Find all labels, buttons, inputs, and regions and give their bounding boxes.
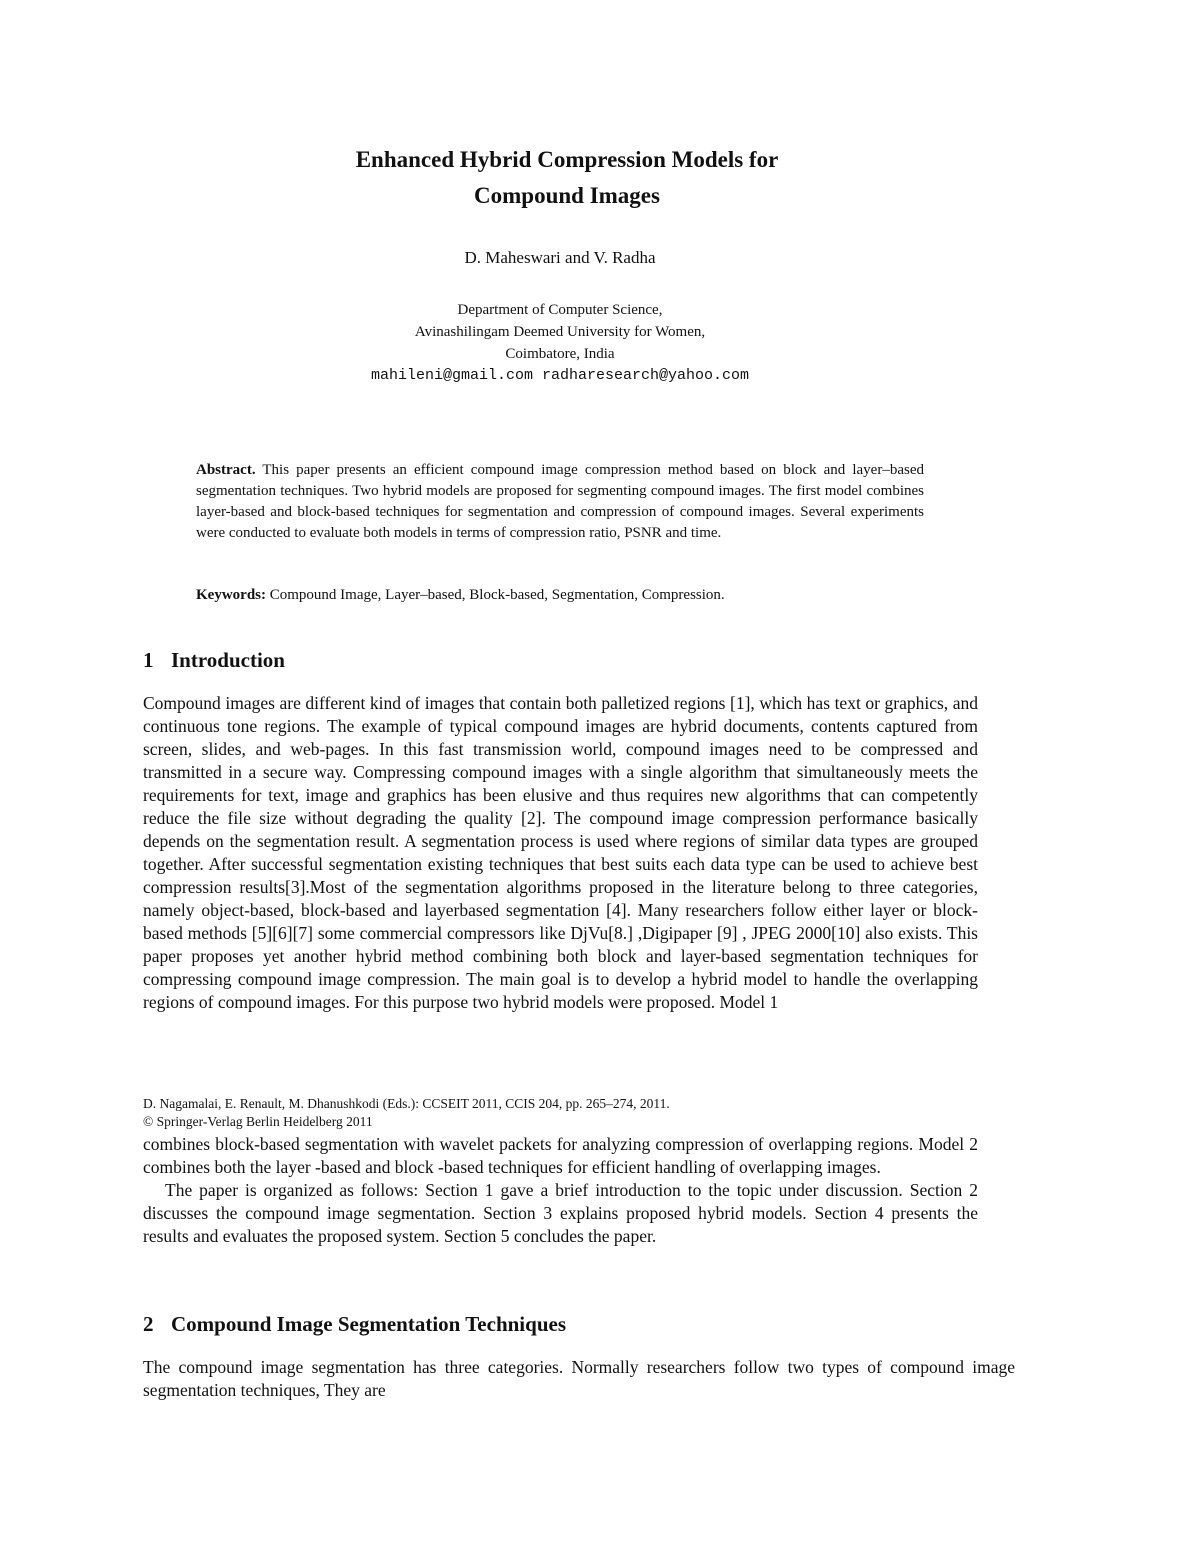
section-1-paragraph-3: The paper is organized as follows: Section 1 gave a brief introduction to the topic under discussion. Section 2 discusses the compound image segmentation. Section 3 explains proposed hybrid models. Section 4 presents the results and evaluates the proposed system. Section 5 concludes the paper. — [143, 1180, 978, 1246]
title-line-2: Compound Images — [474, 183, 660, 208]
author-emails: mahileni@gmail.com radharesearch@yahoo.com — [370, 367, 750, 384]
section-2-paragraph-1: The compound image segmentation has three categories. Normally researchers follow two types of compound image segmentation techniques, They are — [143, 1357, 1015, 1400]
abstract-text: This paper presents an efficient compound image compression method based on block and layer–based segmentation techniques. Two hybrid models are proposed for segmenting compound images. The first model combines layer-based and block-based techniques for segmentation and compression of compound images. Several experiments were conducted to evaluate both models in terms of compression ratio, PSNR and time. — [196, 462, 924, 541]
section-1-continued — [143, 1133, 978, 1248]
footnote-copyright: © Springer-Verlag Berlin Heidelberg 2011 — [143, 1114, 373, 1129]
section-1-number: 1 — [143, 648, 154, 672]
section-1-paragraph-2: combines block-based segmentation with wavelet packets for analyzing compression of overlapping regions. Model 2 combines both the layer -based and block -based techniques for efficient handling of overlapping images. — [143, 1134, 978, 1177]
section-2-body — [143, 1356, 1015, 1402]
keywords-label: Keywords: — [196, 587, 266, 603]
abstract-label: Abstract. — [196, 462, 256, 478]
section-1-body — [143, 692, 978, 1014]
section-1-heading — [143, 646, 285, 674]
footnote-citation: D. Nagamalai, E. Renault, M. Dhanushkodi (Eds.): CCSEIT 2011, CCIS 204, pp. 265–274, 2011. — [143, 1096, 670, 1111]
abstract — [196, 460, 924, 544]
keywords-text: Compound Image, Layer–based, Block-based, Segmentation, Compression. — [269, 587, 725, 603]
section-1-title: Introduction — [171, 648, 285, 672]
paper-title — [0, 142, 1134, 214]
footnote — [143, 1095, 978, 1131]
affiliation — [0, 299, 1120, 387]
affiliation-dept: Department of Computer Science, — [457, 302, 663, 318]
affiliation-location: Coimbatore, India — [505, 346, 615, 362]
authors: D. Maheswari and V. Radha — [464, 248, 656, 267]
section-2-number: 2 — [143, 1312, 154, 1336]
title-line-1: Enhanced Hybrid Compression Models for — [355, 147, 779, 172]
section-1-paragraph-1: Compound images are different kind of images that contain both palletized regions [1], which has text or graphics, and continuous tone regions. The example of typical compound images are hybrid documents, contents captured from screen, slides, and web-pages. In this fast transmission world, compound images need to be compressed and transmitted in a secure way. Compressing compound images with a single algorithm that simultaneously meets the requirements for text, image and graphics has been elusive and thus requires new algorithms that can competently reduce the file size without degrading the quality [2]. The compound image compression performance basically depends on the segmentation result. A segmentation process is used where regions of similar data types are grouped together. After successful segmentation existing techniques that best suits each data type can be used to achieve best compression results[3].Most of the segmentation algorithms proposed in the literature belong to three categories, namely object-based, block-based and layerbased segmentation [4]. Many researchers follow either layer or block-based methods [5][6][7] some commercial compressors like DjVu[8.] ,Digipaper [9] , JPEG 2000[10] also exists. This paper proposes yet another hybrid method combining both block and layer-based segmentation techniques for compressing compound image compression. The main goal is to develop a hybrid model to handle the overlapping regions of compound images. For this purpose two hybrid models were proposed. Model 1 — [143, 693, 978, 1012]
section-2-heading — [143, 1310, 566, 1338]
affiliation-university: Avinashilingam Deemed University for Women, — [414, 324, 706, 340]
keywords — [196, 585, 924, 606]
section-2-title: Compound Image Segmentation Techniques — [171, 1312, 566, 1336]
